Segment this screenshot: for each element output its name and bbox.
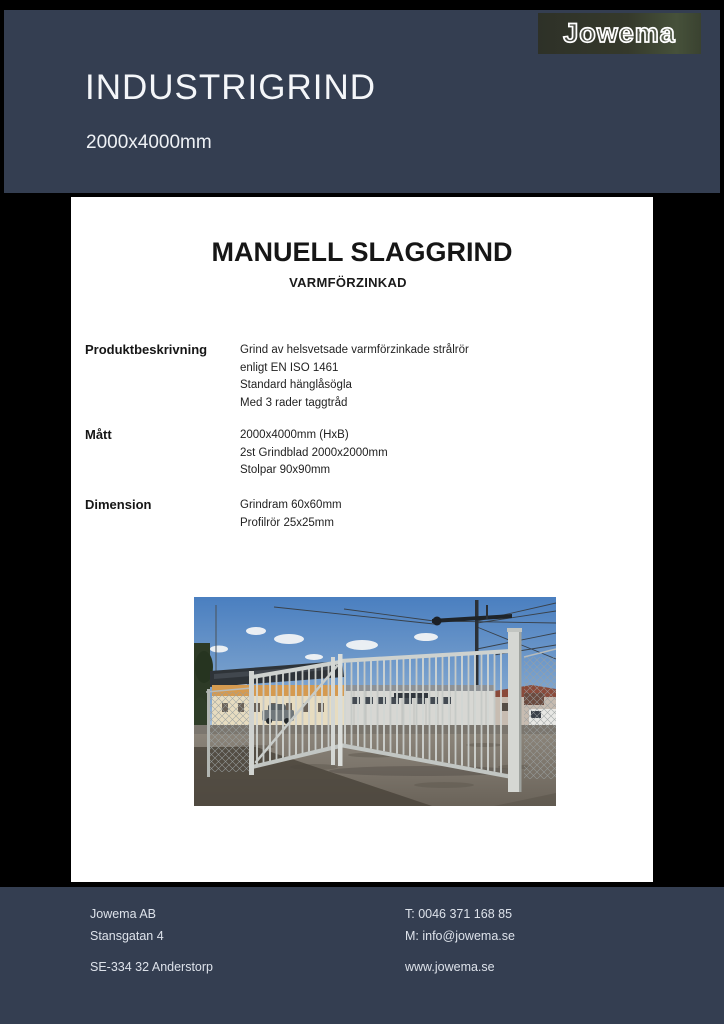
- jowema-logo-text: Jowema: [563, 18, 676, 48]
- value-line: 2st Grindblad 2000x2000mm: [240, 446, 388, 459]
- value-line: Grindram 60x60mm: [240, 499, 342, 511]
- section-values: [240, 342, 469, 412]
- center-building: [344, 685, 494, 731]
- gate-center-post-a: [331, 657, 335, 765]
- header-title: INDUSTRIGRIND: [85, 68, 377, 107]
- gate-center-post-b: [338, 654, 343, 766]
- document-page: [71, 197, 653, 882]
- header-subtitle: 2000x4000mm: [86, 132, 212, 153]
- value-line: Stolpar 90x90mm: [240, 464, 331, 476]
- footer-contact: [405, 903, 515, 978]
- value-line: Med 3 rader taggtråd: [240, 396, 348, 409]
- footer-postal: SE-334 32 Anderstorp: [90, 960, 213, 974]
- footer-website: www.jowema.se: [405, 960, 495, 974]
- footer-email: M: info@jowema.se: [405, 929, 515, 943]
- section-values: [240, 427, 388, 480]
- value-line: Profilrör 25x25mm: [240, 516, 334, 529]
- product-subtitle: VARMFÖRZINKAD: [289, 275, 407, 290]
- section-label: Mått: [85, 427, 112, 442]
- section-values: [240, 497, 342, 532]
- chainlink-right: [524, 657, 556, 779]
- gate-photo: [194, 597, 556, 806]
- value-line: 2000x4000mm (HxB): [240, 429, 349, 441]
- footer-company: Jowema AB: [90, 907, 157, 921]
- value-line: Grind av helsvetsade varmförzinkade strålrör: [240, 344, 469, 356]
- section-label: Produktbeskrivning: [85, 342, 208, 357]
- chainlink-left: [208, 692, 250, 772]
- gate-hinge-post-left: [249, 671, 254, 775]
- header-band: [4, 10, 720, 193]
- value-line: Standard hänglåsögla: [240, 379, 352, 391]
- product-title: MANUELL SLAGGRIND: [211, 237, 513, 267]
- value-line: enligt EN ISO 1461: [240, 361, 339, 374]
- footer-phone: T: 0046 371 168 85: [405, 907, 513, 921]
- footer-address: [90, 903, 213, 978]
- section-label: Dimension: [85, 497, 152, 512]
- jowema-logo: [538, 13, 701, 54]
- footer-band: [0, 887, 724, 1024]
- footer-street: Stansgatan 4: [90, 929, 164, 943]
